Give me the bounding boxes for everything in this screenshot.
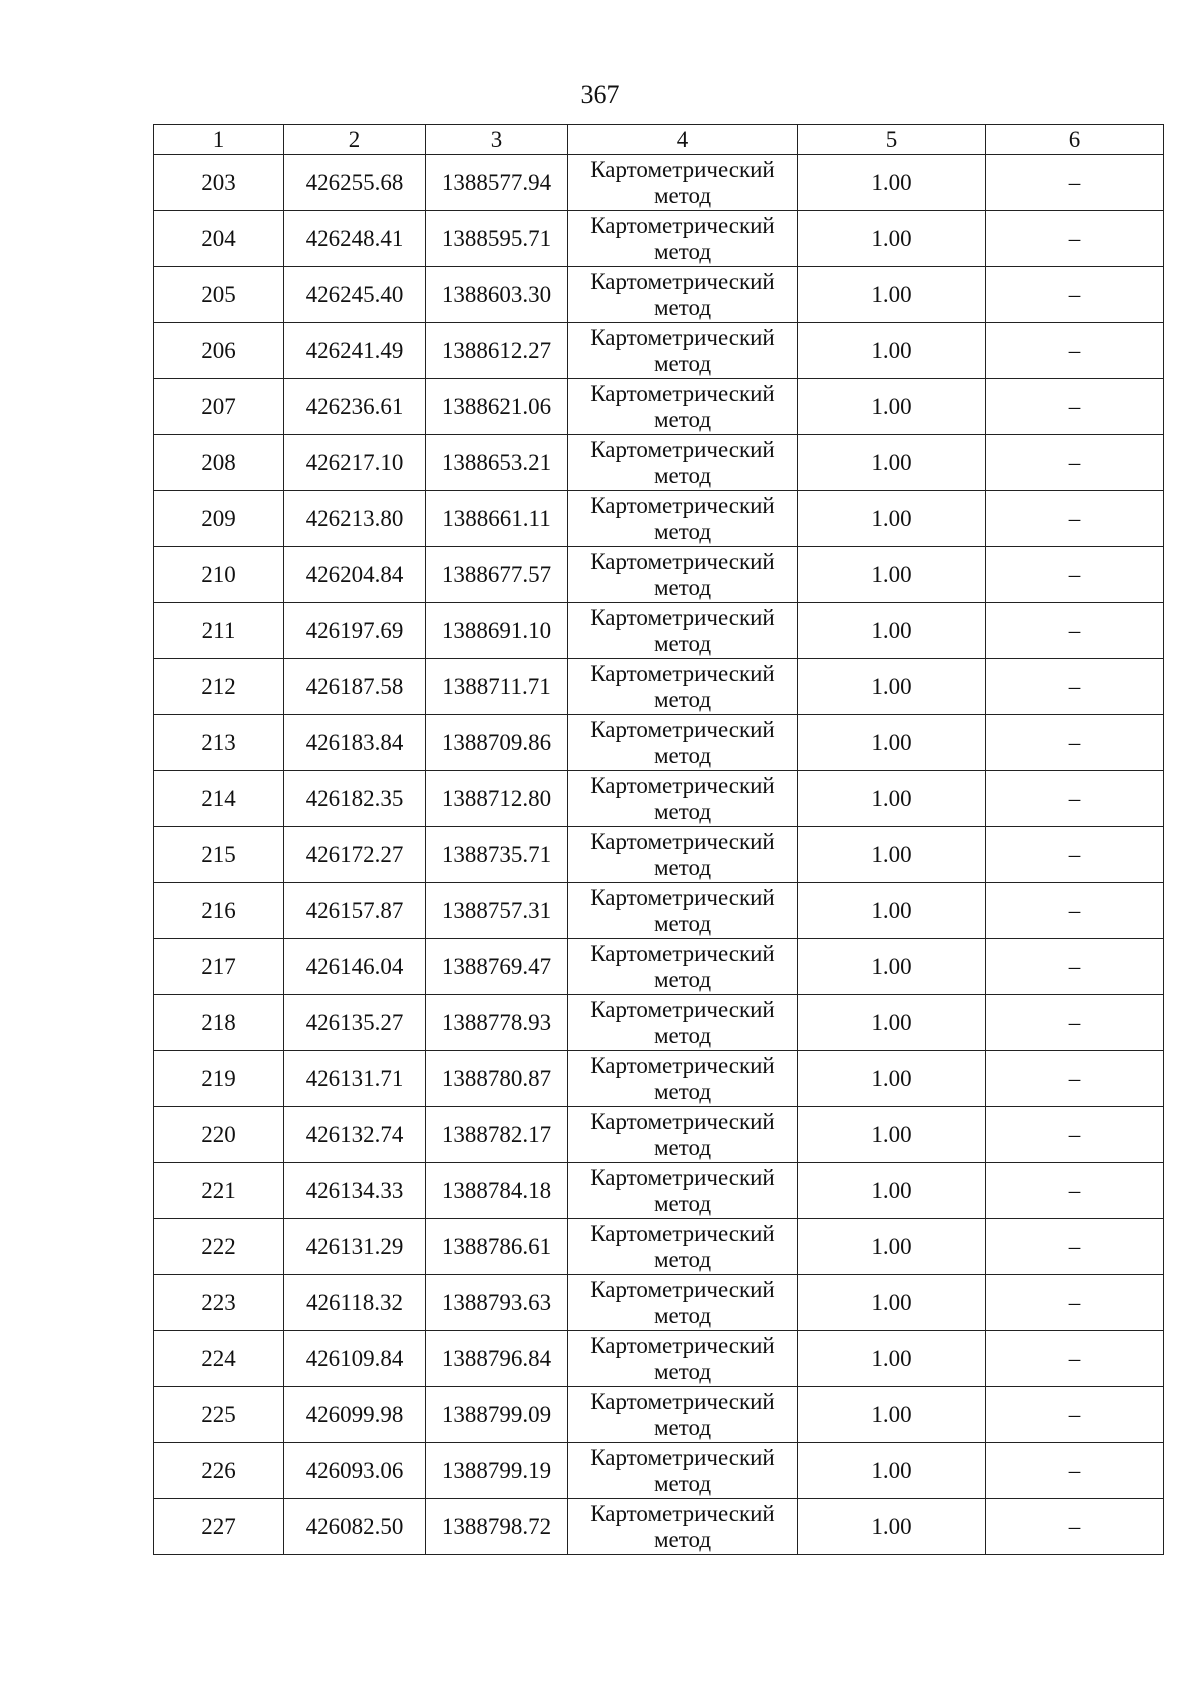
method-cell: Картометрический метод (568, 1275, 798, 1331)
point-number-cell: 209 (154, 491, 284, 547)
x-coordinate-cell: 426213.80 (284, 491, 426, 547)
x-coordinate-cell: 426187.58 (284, 659, 426, 715)
table-row (154, 1275, 1164, 1331)
y-coordinate-cell: 1388621.06 (426, 379, 568, 435)
x-coordinate-cell: 426182.35 (284, 771, 426, 827)
note-cell: – (986, 659, 1164, 715)
table-row (154, 1163, 1164, 1219)
note-cell: – (986, 1387, 1164, 1443)
point-number-cell: 224 (154, 1331, 284, 1387)
table-row (154, 1443, 1164, 1499)
point-number-cell: 222 (154, 1219, 284, 1275)
column-header-5: 5 (798, 125, 986, 155)
y-coordinate-cell: 1388757.31 (426, 883, 568, 939)
accuracy-cell: 1.00 (798, 995, 986, 1051)
y-coordinate-cell: 1388653.21 (426, 435, 568, 491)
table-row (154, 1499, 1164, 1555)
accuracy-cell: 1.00 (798, 1163, 986, 1219)
table-body (154, 155, 1164, 1555)
method-cell: Картометрический метод (568, 1331, 798, 1387)
method-cell: Картометрический метод (568, 547, 798, 603)
y-coordinate-cell: 1388786.61 (426, 1219, 568, 1275)
accuracy-cell: 1.00 (798, 1499, 986, 1555)
y-coordinate-cell: 1388798.72 (426, 1499, 568, 1555)
note-cell: – (986, 155, 1164, 211)
note-cell: – (986, 715, 1164, 771)
y-coordinate-cell: 1388799.19 (426, 1443, 568, 1499)
method-cell: Картометрический метод (568, 1387, 798, 1443)
table-row (154, 659, 1164, 715)
accuracy-cell: 1.00 (798, 547, 986, 603)
note-cell: – (986, 323, 1164, 379)
note-cell: – (986, 883, 1164, 939)
method-cell: Картометрический метод (568, 827, 798, 883)
accuracy-cell: 1.00 (798, 1051, 986, 1107)
method-cell: Картометрический метод (568, 883, 798, 939)
x-coordinate-cell: 426118.32 (284, 1275, 426, 1331)
point-number-cell: 227 (154, 1499, 284, 1555)
point-number-cell: 211 (154, 603, 284, 659)
method-cell: Картометрический метод (568, 659, 798, 715)
accuracy-cell: 1.00 (798, 715, 986, 771)
table-row (154, 1107, 1164, 1163)
point-number-cell: 203 (154, 155, 284, 211)
x-coordinate-cell: 426131.29 (284, 1219, 426, 1275)
accuracy-cell: 1.00 (798, 1387, 986, 1443)
page-number: 367 (580, 80, 620, 109)
x-coordinate-cell: 426245.40 (284, 267, 426, 323)
method-cell: Картометрический метод (568, 491, 798, 547)
method-cell: Картометрический метод (568, 1219, 798, 1275)
y-coordinate-cell: 1388769.47 (426, 939, 568, 995)
table-row (154, 1051, 1164, 1107)
point-number-cell: 205 (154, 267, 284, 323)
note-cell: – (986, 995, 1164, 1051)
coordinates-table (153, 124, 1164, 1555)
accuracy-cell: 1.00 (798, 155, 986, 211)
accuracy-cell: 1.00 (798, 435, 986, 491)
x-coordinate-cell: 426255.68 (284, 155, 426, 211)
y-coordinate-cell: 1388711.71 (426, 659, 568, 715)
y-coordinate-cell: 1388677.57 (426, 547, 568, 603)
note-cell: – (986, 267, 1164, 323)
y-coordinate-cell: 1388784.18 (426, 1163, 568, 1219)
x-coordinate-cell: 426183.84 (284, 715, 426, 771)
y-coordinate-cell: 1388661.11 (426, 491, 568, 547)
method-cell: Картометрический метод (568, 323, 798, 379)
point-number-cell: 216 (154, 883, 284, 939)
accuracy-cell: 1.00 (798, 323, 986, 379)
note-cell: – (986, 1499, 1164, 1555)
note-cell: – (986, 547, 1164, 603)
point-number-cell: 217 (154, 939, 284, 995)
note-cell: – (986, 771, 1164, 827)
x-coordinate-cell: 426241.49 (284, 323, 426, 379)
x-coordinate-cell: 426146.04 (284, 939, 426, 995)
table-row (154, 491, 1164, 547)
point-number-cell: 214 (154, 771, 284, 827)
x-coordinate-cell: 426236.61 (284, 379, 426, 435)
x-coordinate-cell: 426131.71 (284, 1051, 426, 1107)
table-row (154, 715, 1164, 771)
x-coordinate-cell: 426157.87 (284, 883, 426, 939)
point-number-cell: 210 (154, 547, 284, 603)
table-row (154, 155, 1164, 211)
accuracy-cell: 1.00 (798, 1275, 986, 1331)
table-row (154, 939, 1164, 995)
note-cell: – (986, 1051, 1164, 1107)
point-number-cell: 223 (154, 1275, 284, 1331)
x-coordinate-cell: 426093.06 (284, 1443, 426, 1499)
accuracy-cell: 1.00 (798, 1107, 986, 1163)
note-cell: – (986, 1331, 1164, 1387)
method-cell: Картометрический метод (568, 771, 798, 827)
y-coordinate-cell: 1388577.94 (426, 155, 568, 211)
point-number-cell: 206 (154, 323, 284, 379)
y-coordinate-cell: 1388782.17 (426, 1107, 568, 1163)
point-number-cell: 221 (154, 1163, 284, 1219)
table-row (154, 435, 1164, 491)
y-coordinate-cell: 1388799.09 (426, 1387, 568, 1443)
x-coordinate-cell: 426109.84 (284, 1331, 426, 1387)
point-number-cell: 204 (154, 211, 284, 267)
method-cell: Картометрический метод (568, 211, 798, 267)
table-row (154, 267, 1164, 323)
x-coordinate-cell: 426132.74 (284, 1107, 426, 1163)
accuracy-cell: 1.00 (798, 771, 986, 827)
note-cell: – (986, 603, 1164, 659)
y-coordinate-cell: 1388793.63 (426, 1275, 568, 1331)
table-row (154, 1387, 1164, 1443)
note-cell: – (986, 1163, 1164, 1219)
x-coordinate-cell: 426204.84 (284, 547, 426, 603)
point-number-cell: 226 (154, 1443, 284, 1499)
method-cell: Картометрический метод (568, 1051, 798, 1107)
column-header-1: 1 (154, 125, 284, 155)
method-cell: Картометрический метод (568, 379, 798, 435)
note-cell: – (986, 827, 1164, 883)
table-row (154, 883, 1164, 939)
accuracy-cell: 1.00 (798, 827, 986, 883)
y-coordinate-cell: 1388735.71 (426, 827, 568, 883)
x-coordinate-cell: 426099.98 (284, 1387, 426, 1443)
method-cell: Картометрический метод (568, 1443, 798, 1499)
note-cell: – (986, 1219, 1164, 1275)
column-header-6: 6 (986, 125, 1164, 155)
table-row (154, 603, 1164, 659)
method-cell: Картометрический метод (568, 155, 798, 211)
y-coordinate-cell: 1388712.80 (426, 771, 568, 827)
note-cell: – (986, 1443, 1164, 1499)
x-coordinate-cell: 426217.10 (284, 435, 426, 491)
column-header-3: 3 (426, 125, 568, 155)
x-coordinate-cell: 426172.27 (284, 827, 426, 883)
method-cell: Картометрический метод (568, 1499, 798, 1555)
method-cell: Картометрический метод (568, 603, 798, 659)
x-coordinate-cell: 426082.50 (284, 1499, 426, 1555)
accuracy-cell: 1.00 (798, 1443, 986, 1499)
method-cell: Картометрический метод (568, 995, 798, 1051)
accuracy-cell: 1.00 (798, 267, 986, 323)
y-coordinate-cell: 1388603.30 (426, 267, 568, 323)
accuracy-cell: 1.00 (798, 883, 986, 939)
y-coordinate-cell: 1388612.27 (426, 323, 568, 379)
y-coordinate-cell: 1388780.87 (426, 1051, 568, 1107)
table-row (154, 323, 1164, 379)
y-coordinate-cell: 1388595.71 (426, 211, 568, 267)
x-coordinate-cell: 426134.33 (284, 1163, 426, 1219)
x-coordinate-cell: 426135.27 (284, 995, 426, 1051)
method-cell: Картометрический метод (568, 267, 798, 323)
method-cell: Картометрический метод (568, 435, 798, 491)
point-number-cell: 207 (154, 379, 284, 435)
table-row (154, 547, 1164, 603)
x-coordinate-cell: 426197.69 (284, 603, 426, 659)
y-coordinate-cell: 1388778.93 (426, 995, 568, 1051)
accuracy-cell: 1.00 (798, 659, 986, 715)
table-row (154, 211, 1164, 267)
note-cell: – (986, 491, 1164, 547)
accuracy-cell: 1.00 (798, 379, 986, 435)
accuracy-cell: 1.00 (798, 211, 986, 267)
table-row (154, 771, 1164, 827)
accuracy-cell: 1.00 (798, 603, 986, 659)
method-cell: Картометрический метод (568, 715, 798, 771)
point-number-cell: 220 (154, 1107, 284, 1163)
table-row (154, 995, 1164, 1051)
method-cell: Картометрический метод (568, 939, 798, 995)
point-number-cell: 213 (154, 715, 284, 771)
y-coordinate-cell: 1388796.84 (426, 1331, 568, 1387)
point-number-cell: 225 (154, 1387, 284, 1443)
table-header-row (154, 125, 1164, 155)
method-cell: Картометрический метод (568, 1107, 798, 1163)
y-coordinate-cell: 1388691.10 (426, 603, 568, 659)
table-row (154, 1331, 1164, 1387)
point-number-cell: 215 (154, 827, 284, 883)
column-header-2: 2 (284, 125, 426, 155)
note-cell: – (986, 1275, 1164, 1331)
accuracy-cell: 1.00 (798, 1331, 986, 1387)
point-number-cell: 208 (154, 435, 284, 491)
table-row (154, 1219, 1164, 1275)
note-cell: – (986, 379, 1164, 435)
table-row (154, 379, 1164, 435)
note-cell: – (986, 211, 1164, 267)
accuracy-cell: 1.00 (798, 939, 986, 995)
point-number-cell: 218 (154, 995, 284, 1051)
table-row (154, 827, 1164, 883)
accuracy-cell: 1.00 (798, 1219, 986, 1275)
note-cell: – (986, 435, 1164, 491)
note-cell: – (986, 939, 1164, 995)
point-number-cell: 212 (154, 659, 284, 715)
method-cell: Картометрический метод (568, 1163, 798, 1219)
point-number-cell: 219 (154, 1051, 284, 1107)
note-cell: – (986, 1107, 1164, 1163)
accuracy-cell: 1.00 (798, 491, 986, 547)
column-header-4: 4 (568, 125, 798, 155)
y-coordinate-cell: 1388709.86 (426, 715, 568, 771)
x-coordinate-cell: 426248.41 (284, 211, 426, 267)
